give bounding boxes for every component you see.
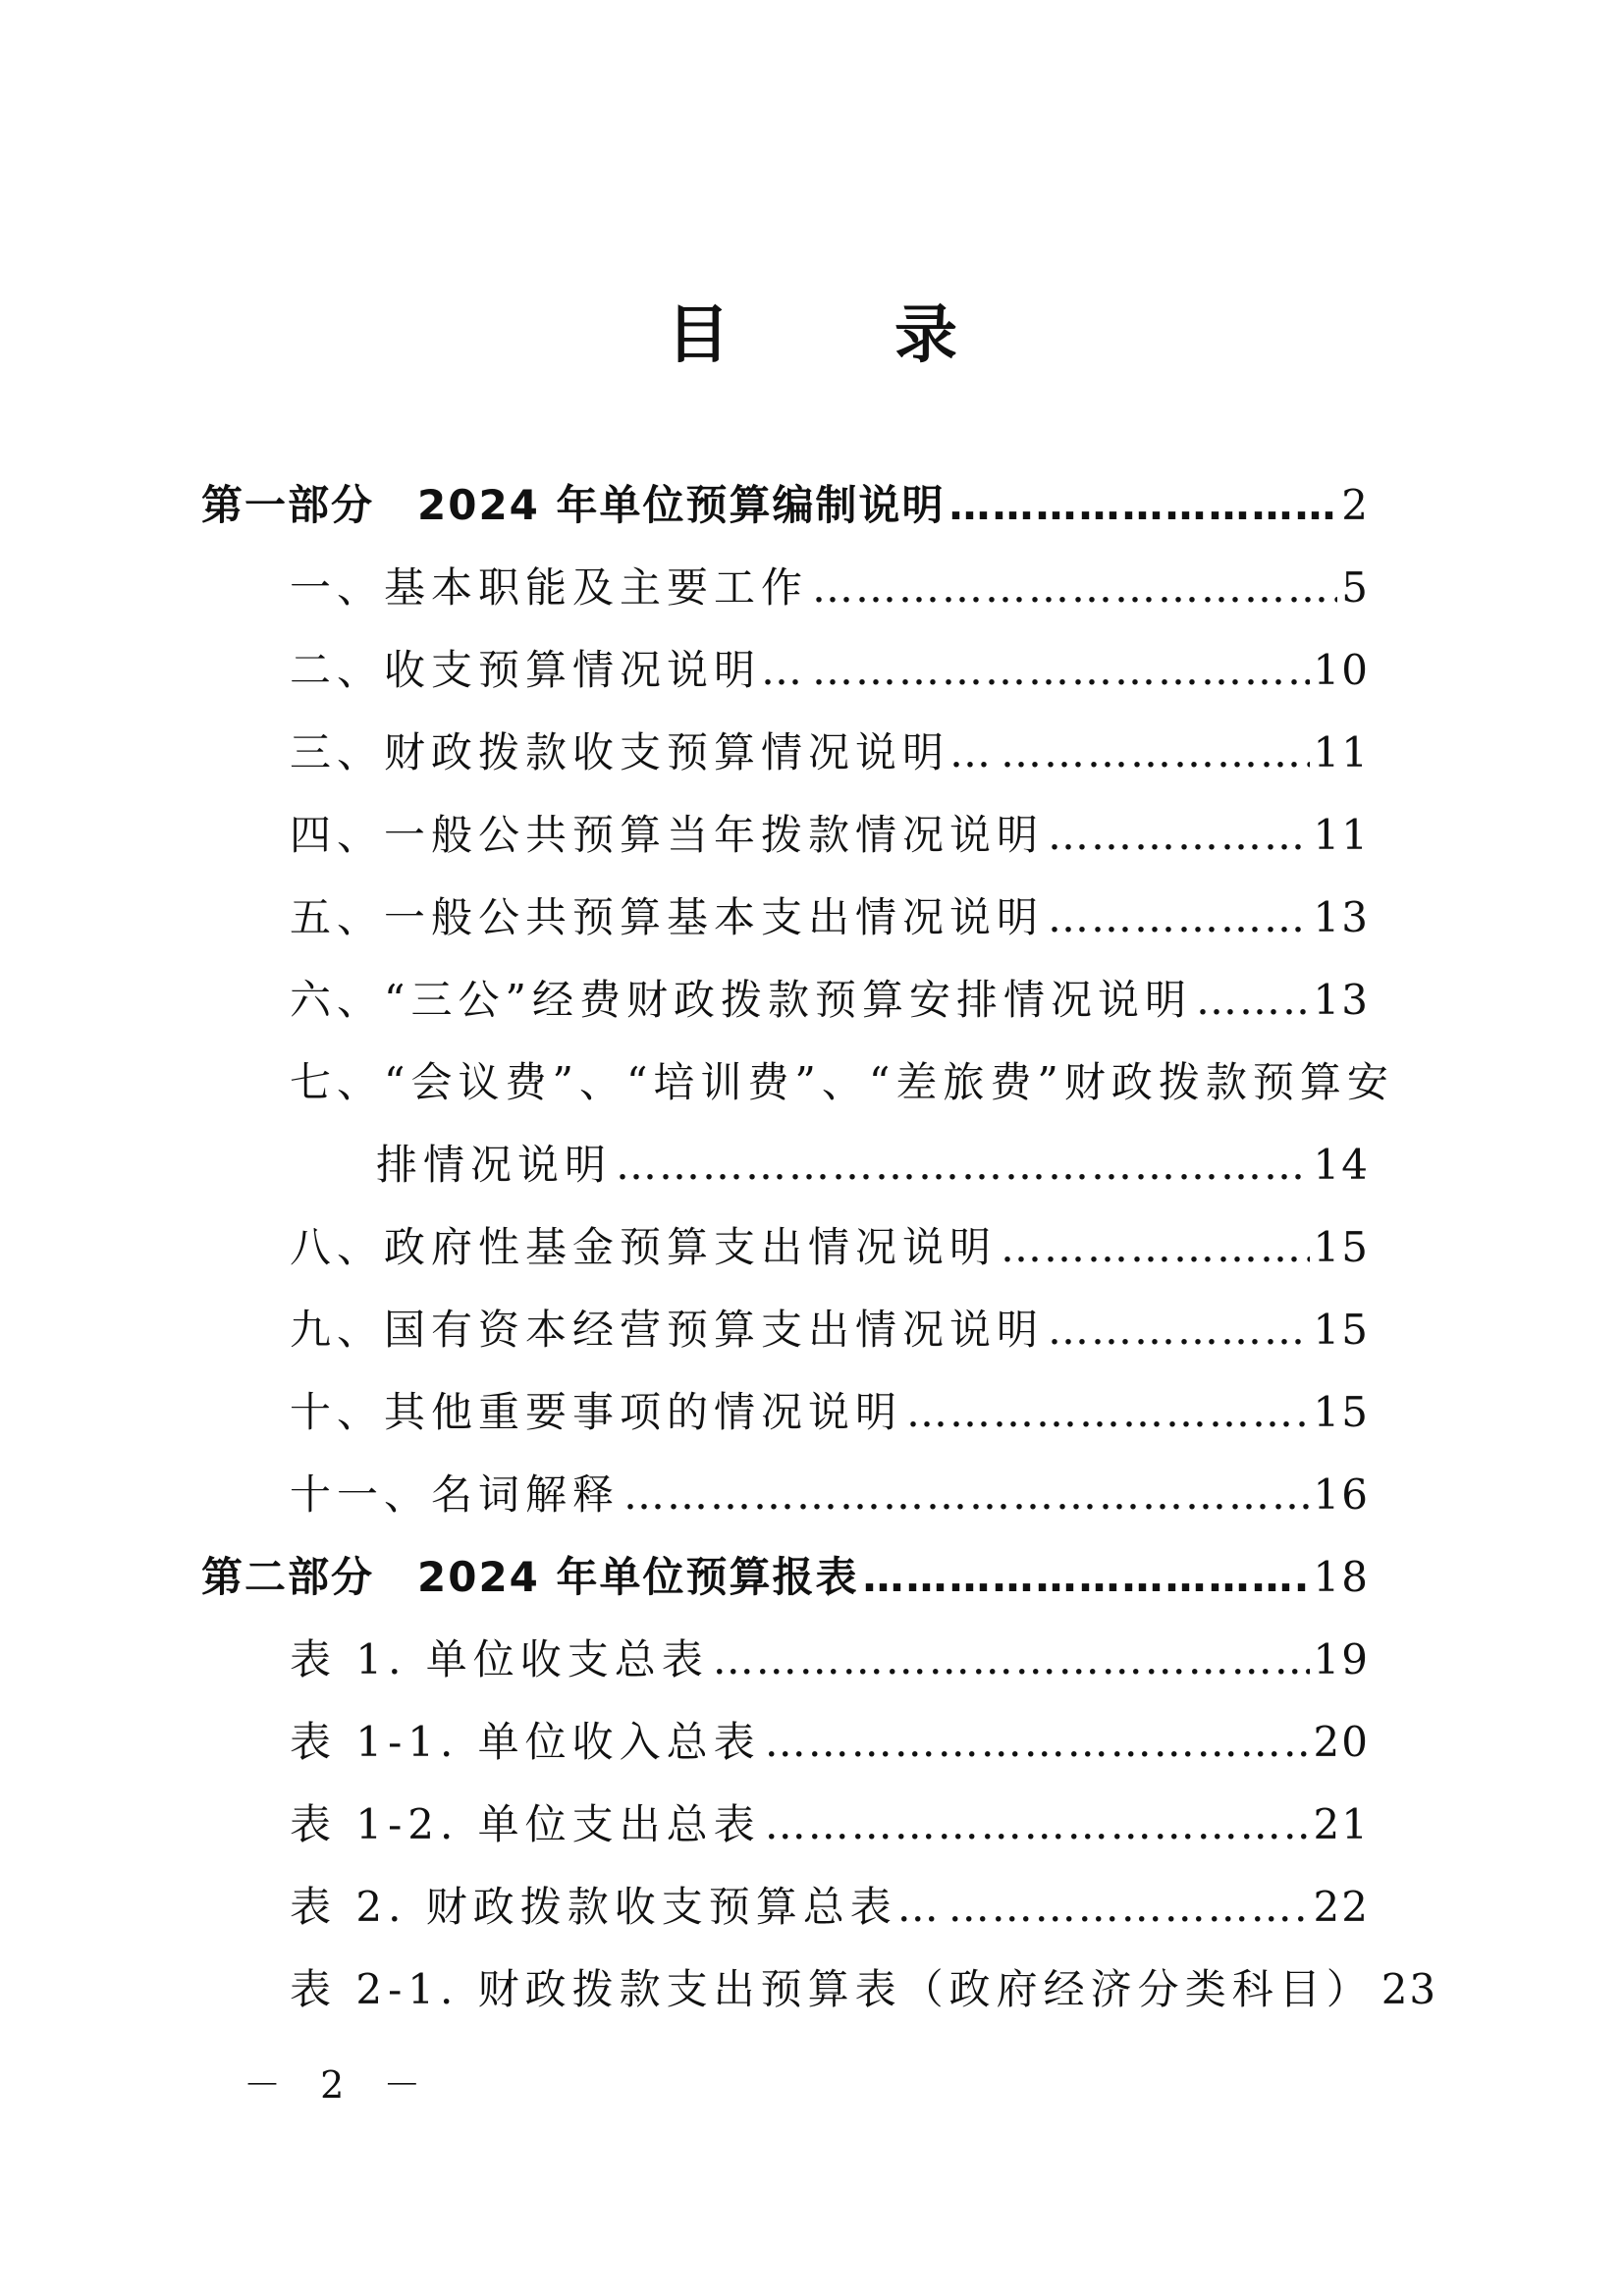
toc-entry[interactable]	[290, 973, 1370, 1028]
toc-entry-label: 九、国有资本经营预算支出情况说明	[290, 1306, 1045, 1354]
toc-entry-page: 11	[1313, 811, 1370, 859]
dot-leader	[1001, 725, 1310, 780]
toc-entry[interactable]	[376, 1138, 1370, 1193]
toc-entry-page: 18	[1313, 1553, 1370, 1601]
toc-entry-label: 二、收支预算情况说明…	[290, 646, 809, 694]
toc-entry-page: 22	[1313, 1883, 1370, 1931]
dot-leader	[949, 478, 1338, 533]
toc-entry[interactable]	[290, 808, 1370, 863]
toc-entry-label: 第一部分 2024 年单位预算编制说明	[201, 481, 946, 529]
dot-leader	[1048, 808, 1310, 863]
dot-leader	[713, 1632, 1310, 1687]
toc-entry-label-line1[interactable]: 七、“会议费”、“培训费”、“差旅费”财政拨款预算安	[290, 1058, 1394, 1106]
dot-leader	[812, 561, 1337, 615]
toc-entry-label: 一、基本职能及主要工作	[290, 563, 809, 612]
dot-leader	[1196, 973, 1310, 1028]
toc-entry-page: 15	[1313, 1223, 1370, 1271]
page-title: 目 录	[667, 299, 1008, 372]
toc-entry[interactable]	[290, 1632, 1370, 1687]
toc-entry-label: 十、其他重要事项的情况说明	[290, 1388, 903, 1436]
dot-leader	[1048, 1303, 1310, 1358]
toc-entry-label: 五、一般公共预算基本支出情况说明	[290, 893, 1045, 941]
toc-entry-label: 第二部分 2024 年单位预算报表	[201, 1553, 859, 1601]
toc-entry-label: 表 2-1. 财政拨款支出预算表（政府经济分类科目）	[290, 1965, 1374, 2013]
toc-entry[interactable]	[290, 1962, 1438, 2017]
toc-entry-part-1[interactable]	[201, 478, 1370, 533]
dot-leader	[948, 1880, 1310, 1935]
toc-entry-page: 21	[1313, 1800, 1370, 1848]
toc-entry-label: 表 1-2. 单位支出总表	[290, 1800, 761, 1848]
toc-entry-page: 19	[1313, 1635, 1370, 1683]
toc-entry-label: 十一、名词解释	[290, 1470, 621, 1519]
toc-entry-label: 排情况说明	[376, 1141, 613, 1189]
toc-entry-page: 14	[1313, 1141, 1370, 1189]
toc-entry-label: 表 2. 财政拨款收支预算总表…	[290, 1883, 945, 1931]
dot-leader	[623, 1468, 1310, 1522]
toc-entry-page: 16	[1313, 1470, 1370, 1519]
toc-entry-label: 表 1-1. 单位收入总表	[290, 1718, 761, 1766]
dot-leader	[906, 1385, 1310, 1440]
toc-entry[interactable]	[290, 1303, 1370, 1358]
toc-entry[interactable]	[290, 1385, 1370, 1440]
toc-entry-page: 20	[1313, 1718, 1370, 1766]
toc-entry[interactable]	[290, 643, 1370, 698]
dot-leader	[863, 1550, 1310, 1605]
dot-leader	[812, 643, 1310, 698]
toc-entry-part-2[interactable]	[201, 1550, 1370, 1605]
toc-entry[interactable]	[290, 1880, 1370, 1935]
page-number: － 2 －	[244, 2063, 435, 2107]
toc-entry-page: 13	[1313, 893, 1370, 941]
toc-entry[interactable]	[290, 1220, 1370, 1275]
toc-entry-label: 三、财政拨款收支预算情况说明…	[290, 728, 998, 776]
toc-entry-page: 5	[1341, 563, 1370, 612]
toc-entry[interactable]	[290, 1715, 1370, 1770]
toc-entry-page: 13	[1313, 976, 1370, 1024]
dot-leader	[765, 1797, 1310, 1852]
toc-entry-page: 2	[1341, 481, 1370, 529]
toc-entry-page: 11	[1313, 728, 1370, 776]
dot-leader	[765, 1715, 1310, 1770]
dot-leader	[1001, 1220, 1310, 1275]
toc-entry-page: 23	[1380, 1965, 1438, 2013]
toc-entry[interactable]	[290, 1797, 1370, 1852]
dot-leader	[616, 1138, 1310, 1193]
toc-entry-label: 六、“三公”经费财政拨款预算安排情况说明	[290, 976, 1192, 1024]
toc-entry[interactable]	[290, 1468, 1370, 1522]
dot-leader	[1048, 890, 1310, 945]
toc-entry-label: 四、一般公共预算当年拨款情况说明	[290, 811, 1045, 859]
toc-entry-label: 八、政府性基金预算支出情况说明	[290, 1223, 998, 1271]
toc-entry-label: 表 1. 单位收支总表	[290, 1635, 709, 1683]
toc-entry[interactable]	[290, 725, 1370, 780]
toc-entry-page: 10	[1313, 646, 1370, 694]
toc-entry[interactable]	[290, 561, 1370, 615]
toc-entry[interactable]	[290, 890, 1370, 945]
toc-entry-page: 15	[1313, 1388, 1370, 1436]
toc-entry-page: 15	[1313, 1306, 1370, 1354]
